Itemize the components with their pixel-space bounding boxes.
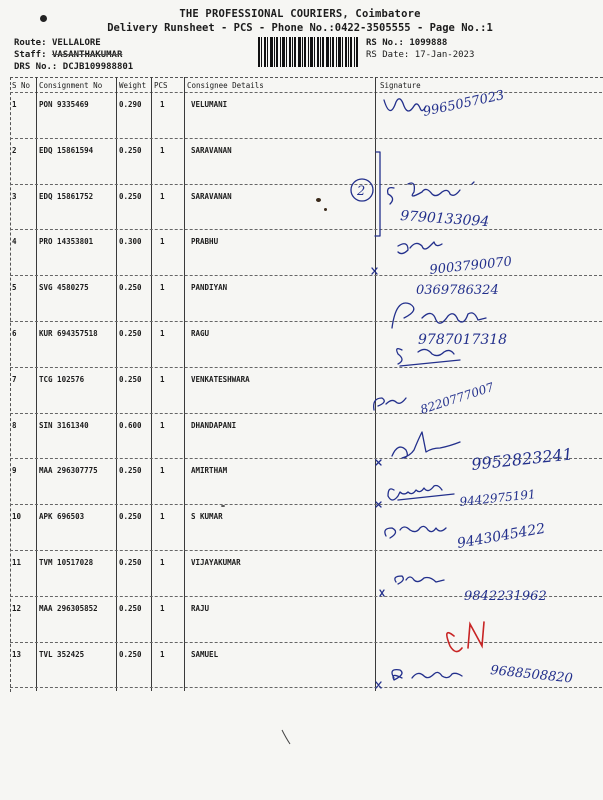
cell-consignee: SARAVANAN <box>191 145 232 155</box>
row-divider <box>10 642 602 643</box>
row-divider <box>10 504 602 505</box>
cell-weight: 0.300 <box>119 237 142 247</box>
cell-consignee: AMIRTHAM <box>191 466 228 476</box>
cell-consignment-no: EDQ 15861752 <box>39 191 94 201</box>
handwritten-phone: 8220777007 <box>418 379 496 417</box>
cell-consignee: DHANDAPANI <box>191 420 237 430</box>
cell-pcs: 1 <box>160 420 165 430</box>
drs-line <box>14 62 133 72</box>
row-divider <box>10 413 602 414</box>
cell-weight: 0.250 <box>119 649 142 659</box>
staff-value: VASANTHAKUMAR <box>51 50 123 60</box>
cell-consignee: PRABHU <box>191 237 219 247</box>
cell-weight: 0.250 <box>119 466 142 476</box>
cell-sno: 6 <box>12 329 17 338</box>
cell-weight: 0.250 <box>119 374 142 384</box>
row-divider <box>10 184 602 185</box>
cell-pcs: 1 <box>160 191 165 201</box>
column-divider <box>375 77 376 691</box>
col-header-consignment: Consignment No <box>39 81 103 90</box>
company-title: THE PROFESSIONAL COURIERS, Coimbatore <box>179 8 421 20</box>
cell-sno: 11 <box>12 558 22 567</box>
rs-date-value: 17-Jan-2023 <box>414 50 475 60</box>
cell-sno: 10 <box>12 512 22 522</box>
staff-label: Staff: <box>14 50 47 60</box>
rs-no-value: 1099888 <box>409 38 448 48</box>
col-header-signature: Signature <box>380 81 421 90</box>
cell-consignment-no: TCG 102576 <box>39 374 85 384</box>
row-divider <box>10 367 602 368</box>
col-header-consignee: Consignee Details <box>187 81 264 90</box>
handwritten-phone: 9787017318 <box>418 332 508 348</box>
row-divider <box>10 275 602 276</box>
cell-weight: 0.250 <box>119 512 142 522</box>
handwritten-phone: 9688508820 <box>489 663 574 687</box>
cell-sno: 4 <box>12 237 17 247</box>
handwritten-phone: 9952823241 <box>470 444 574 474</box>
cell-weight: 0.250 <box>119 283 142 293</box>
row-divider <box>10 321 602 322</box>
route-label: Route: <box>14 38 47 48</box>
cell-pcs: 1 <box>160 329 165 338</box>
row-divider <box>10 229 602 230</box>
cell-consignee: S KUMAR <box>191 512 223 522</box>
route-line <box>14 38 101 48</box>
cell-consignment-no: EDQ 15861594 <box>39 145 94 155</box>
cell-consignee: RAJU <box>191 603 210 613</box>
staff-line <box>14 50 122 60</box>
cell-consignment-no: SIN 3161340 <box>39 420 89 430</box>
cell-weight: 0.250 <box>119 145 142 155</box>
handwritten-phone: 9965057023 <box>421 88 506 120</box>
row-divider <box>10 138 602 139</box>
runsheet-subtitle: Delivery Runsheet - PCS - Phone No.:0422-3505555 - Page No.:1 <box>107 22 493 34</box>
col-header-pcs: PCS <box>154 81 168 90</box>
cell-consignment-no: TVL 352425 <box>39 649 85 659</box>
header-rule <box>10 92 602 93</box>
cell-weight: 0.250 <box>119 558 142 567</box>
column-divider <box>184 77 185 691</box>
cell-consignment-no: TVM 10517028 <box>39 558 94 567</box>
runsheet-table <box>10 77 603 692</box>
cell-consignee: SARAVANAN <box>191 191 232 201</box>
circled-number: 2 <box>357 184 366 199</box>
cell-sno: 3 <box>12 191 17 201</box>
cell-sno: 12 <box>12 603 22 613</box>
drs-label: DRS No.: <box>14 62 58 72</box>
cell-consignee: SAMUEL <box>191 649 219 659</box>
handwritten-phone: 9443045422 <box>455 520 547 552</box>
ink-speck <box>221 505 225 507</box>
column-divider <box>116 77 117 691</box>
ink-speck <box>324 208 327 211</box>
cell-sno: 8 <box>12 420 17 430</box>
handwritten-phone: 9842231962 <box>464 589 547 604</box>
cell-sno: 13 <box>12 649 22 659</box>
cell-consignment-no: APK 696503 <box>39 512 85 522</box>
col-header-weight: Weight <box>119 81 147 90</box>
cell-consignment-no: KUR 694357518 <box>39 329 98 338</box>
row-divider <box>10 458 602 459</box>
row-divider <box>10 596 602 597</box>
cell-pcs: 1 <box>160 283 165 293</box>
cell-pcs: 1 <box>160 649 165 659</box>
cell-weight: 0.250 <box>119 191 142 201</box>
col-header-sno: S No <box>12 81 31 90</box>
cell-consignment-no: PRO 14353801 <box>39 237 94 247</box>
ink-speck <box>316 198 321 202</box>
cell-consignee: VENKATESHWARA <box>191 374 250 384</box>
rs-no-line <box>366 38 447 48</box>
cell-consignment-no: SVG 4580275 <box>39 283 89 293</box>
rs-date-label: RS Date: <box>366 50 410 60</box>
cell-consignee: VIJAYAKUMAR <box>191 558 241 567</box>
handwritten-phone: 0369786324 <box>416 283 499 298</box>
route-value: VELLALORE <box>51 38 101 48</box>
cell-sno: 1 <box>12 100 17 109</box>
handwritten-phone: 9790133094 <box>399 208 490 231</box>
rs-no-label: RS No.: <box>366 38 404 48</box>
cell-consignee: VELUMANI <box>191 100 228 109</box>
cell-pcs: 1 <box>160 558 165 567</box>
cell-pcs: 1 <box>160 603 165 613</box>
cell-consignee: RAGU <box>191 329 210 338</box>
cell-sno: 7 <box>12 374 17 384</box>
column-divider <box>36 77 37 691</box>
cell-consignment-no: PON 9335469 <box>39 100 89 109</box>
cell-weight: 0.250 <box>119 329 142 338</box>
rs-date-line <box>366 50 474 60</box>
handwritten-phone: 9442975191 <box>458 487 537 509</box>
cell-pcs: 1 <box>160 512 165 522</box>
cell-sno: 5 <box>12 283 17 293</box>
cell-weight: 0.600 <box>119 420 142 430</box>
cell-pcs: 1 <box>160 145 165 155</box>
stray-pen-mark <box>280 728 292 748</box>
cell-sno: 2 <box>12 145 17 155</box>
cell-consignee: PANDIYAN <box>191 283 228 293</box>
cell-consignment-no: MAA 296305852 <box>39 603 98 613</box>
drs-value: DCJB109988801 <box>62 62 134 72</box>
handwritten-phone: 9003790070 <box>428 254 513 278</box>
cell-sno: 9 <box>12 466 17 476</box>
cell-weight: 0.290 <box>119 100 142 109</box>
cell-pcs: 1 <box>160 374 165 384</box>
cell-weight: 0.250 <box>119 603 142 613</box>
cell-consignment-no: MAA 296307775 <box>39 466 98 476</box>
cell-pcs: 1 <box>160 466 165 476</box>
row-divider <box>10 687 602 688</box>
row-divider <box>10 550 602 551</box>
barcode <box>258 37 358 67</box>
column-divider <box>151 77 152 691</box>
cell-pcs: 1 <box>160 100 165 109</box>
cell-pcs: 1 <box>160 237 165 247</box>
